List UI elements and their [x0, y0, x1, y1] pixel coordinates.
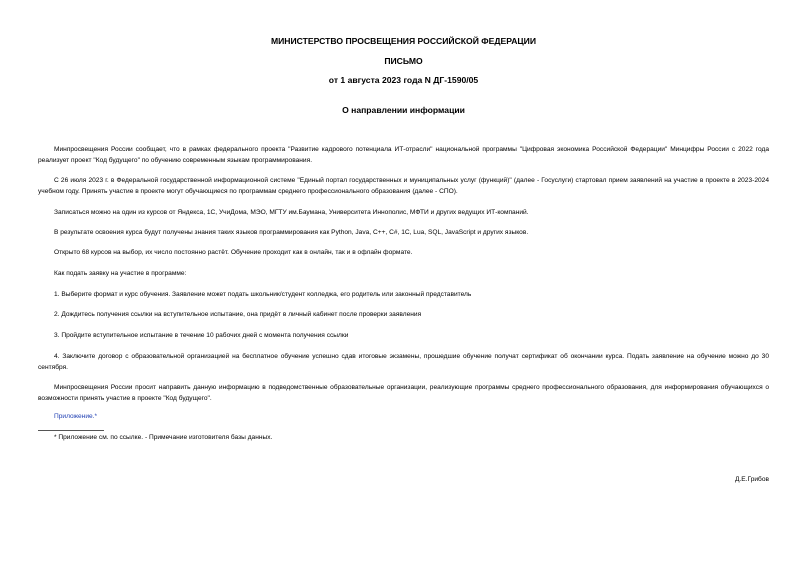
footnote-text: * Приложение см. по ссылке. - Примечание изготовителя базы данных.: [54, 434, 273, 441]
signature: Д.Е.Грибов: [734, 476, 769, 483]
step-3: 3. Пройдите вступительное испытание в течение 10 рабочих дней с момента получения ссылки: [54, 332, 349, 339]
document-date-number: от 1 августа 2023 года N ДГ-1590/05: [328, 75, 479, 85]
document-subject: О направлении информации: [342, 105, 465, 115]
paragraph-gosuslugi: С 26 июля 2023 г. в Федеральной государственной информационной системе "Единый портал государственных и муниципальных услуг (функций)" (далее - Госуслуги) стартовал прием заявлений на участие в проекте в 2023-2024 учебном году. Принять участие в проекте могут обучающиеся по программам среднего профессионального образования (далее - СПО).: [38, 177, 769, 195]
paragraph-courses-providers: Записаться можно на один из курсов от Яндекса, 1С, УчиДома, МЭО, МГТУ им.Баумана, Университета Иннополис, МФТИ и других ведущих ИТ-компаний.: [54, 209, 529, 216]
ministry-title: МИНИСТЕРСТВО ПРОСВЕЩЕНИЯ РОССИЙСКОЙ ФЕДЕРАЦИИ: [270, 36, 537, 46]
step-2: 2. Дождитесь получения ссылки на вступительное испытание, она придёт в личный кабинет после проверки заявления: [54, 311, 422, 318]
attachment-link[interactable]: Приложение.*: [54, 413, 98, 420]
paragraph-intro: Минпросвещения России сообщает, что в рамках федерального проекта "Развитие кадрового потенциала ИТ-отрасли" национальной программы "Цифровая экономика Российской Федерации" Минцифры России с 2022 года реализует проект "Код будущего" по обучению современным языкам программирования.: [38, 146, 769, 164]
paragraph-request: Минпросвещения России просит направить данную информацию в подведомственные образовательные организации, реализующие программы среднего профессионального образования, для информирования обучающихся о возможности принять участие в проекте "Код будущего".: [38, 384, 769, 402]
paragraph-how-to-apply: Как подать заявку на участие в программе:: [54, 270, 187, 277]
footnote-divider: [38, 430, 104, 431]
document-type: ПИСЬМО: [384, 56, 423, 66]
step-1: 1. Выберите формат и курс обучения. Заявление может подать школьник/студент колледжа, его родитель или законный представитель: [54, 291, 472, 298]
paragraph-course-count: Открыто 68 курсов на выбор, их число постоянно растёт. Обучение проходит как в онлайн, так и в офлайн формате.: [54, 249, 413, 256]
step-4: 4. Заключите договор с образовательной организацией на бесплатное обучение успешно сдав итоговые экзамены, прошедшие обучение получат сертификат об окончании курса. Подать заявление на обучение можно до 30 сентября.: [38, 353, 769, 371]
paragraph-languages: В результате освоения курса будут получены знания таких языков программирования как Python, Java, C++, C#, 1С, Lua, SQL, JavaScript и других языков.: [54, 229, 529, 236]
